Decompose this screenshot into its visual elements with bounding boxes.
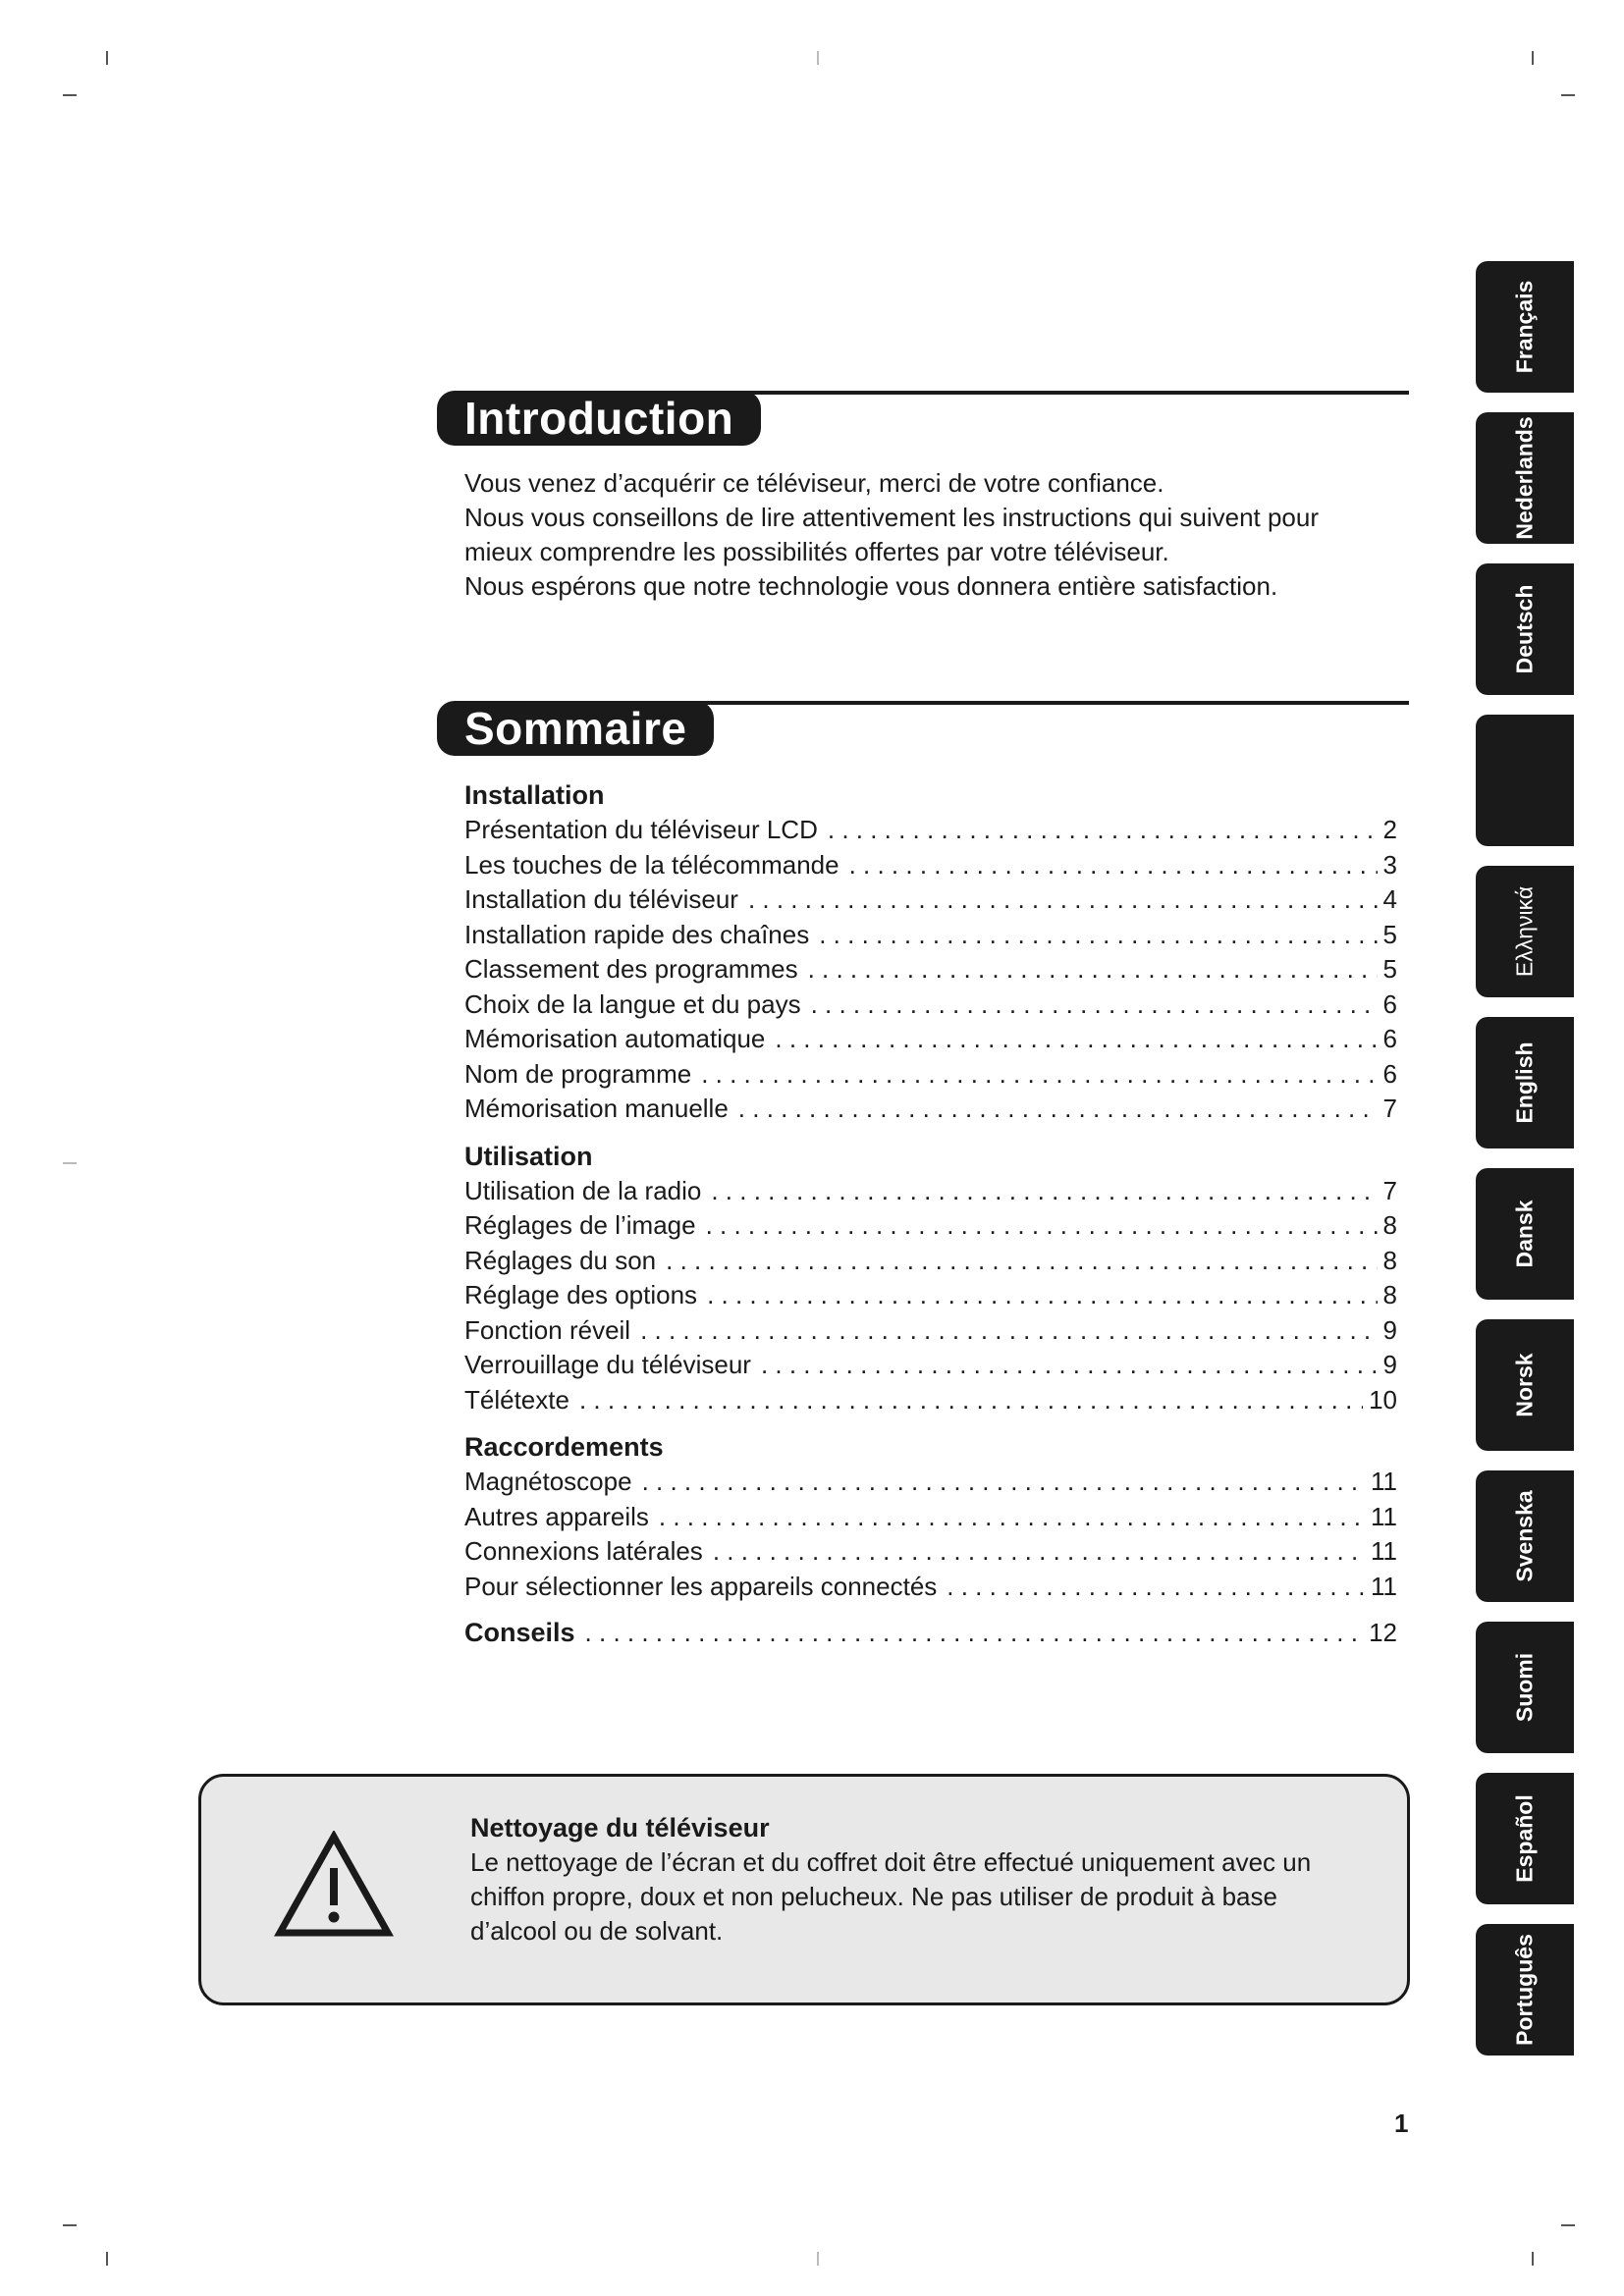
leader-dots: [819, 918, 1377, 953]
toc-entry[interactable]: [464, 1348, 1397, 1383]
leader-dots: [640, 1313, 1377, 1349]
cleaning-warning-box: [198, 1774, 1410, 2005]
toc-entry-label: Mémorisation manuelle: [464, 1094, 729, 1123]
leader-dots: [642, 1465, 1365, 1500]
tab-portugues[interactable]: [1476, 1924, 1574, 2056]
toc-entry-page: 9: [1382, 1314, 1397, 1345]
tab-label: Español: [1511, 1794, 1538, 1883]
toc-entry[interactable]: [464, 1022, 1397, 1057]
toc-entry[interactable]: [464, 1244, 1397, 1279]
introduction-text: [464, 466, 1368, 604]
leader-dots: [659, 1500, 1365, 1535]
section-title: Sommaire: [437, 701, 714, 756]
toc-group-heading: Utilisation: [464, 1141, 593, 1171]
toc-group-installation: [464, 777, 1397, 1127]
toc-entry-page: 10: [1369, 1384, 1397, 1415]
warning-line: Le nettoyage de l’écran et du coffret doit être effectué uniquement avec un: [470, 1847, 1312, 1877]
toc-entry[interactable]: [464, 813, 1397, 848]
toc-entry-label: Réglages de l’image: [464, 1210, 696, 1240]
toc-entry-page: 4: [1382, 884, 1397, 914]
toc-entry-page: 8: [1382, 1245, 1397, 1275]
toc-entry[interactable]: [464, 988, 1397, 1023]
toc-entry[interactable]: [464, 1500, 1397, 1535]
toc-entry-page: 9: [1382, 1350, 1397, 1379]
tab-norsk[interactable]: [1476, 1319, 1574, 1451]
toc-entry[interactable]: [464, 1383, 1397, 1418]
warning-line: d’alcool ou de solvant.: [470, 1916, 724, 1946]
tab-nederlands[interactable]: [1476, 412, 1574, 544]
toc-entry-page: 7: [1382, 1175, 1397, 1205]
toc-entry-page: 3: [1382, 849, 1397, 880]
toc-entry-page: 5: [1382, 919, 1397, 949]
toc-entry-label: Utilisation de la radio: [464, 1175, 702, 1205]
toc-entry[interactable]: [464, 1465, 1397, 1500]
toc-entry-label: Télétexte: [464, 1384, 569, 1415]
toc-entry-conseils[interactable]: [464, 1616, 1397, 1651]
crop-mark: [817, 51, 819, 65]
crop-mark: [63, 1162, 77, 1164]
intro-line: Vous venez d’acquérir ce téléviseur, merci de votre confiance.: [464, 468, 1164, 498]
tab-label: Suomi: [1511, 1652, 1538, 1723]
toc-entry-label: Autres appareils: [464, 1501, 649, 1531]
toc-entry[interactable]: [464, 1057, 1397, 1093]
leader-dots: [808, 952, 1378, 988]
toc-entry-label: Choix de la langue et du pays: [464, 988, 801, 1019]
crop-mark: [63, 94, 77, 96]
toc-entry[interactable]: [464, 1313, 1397, 1349]
toc-entry-label: Installation du téléviseur: [464, 884, 738, 914]
intro-line: Nous espérons que notre technologie vous donnera entière satisfaction.: [464, 571, 1278, 601]
toc-entry-label: Réglages du son: [464, 1245, 657, 1275]
toc-entry-label: Nom de programme: [464, 1058, 692, 1089]
toc-entry-page: 11: [1371, 1571, 1397, 1601]
tab-espanol[interactable]: [1476, 1773, 1574, 1904]
toc-entry-label: Connexions latérales: [464, 1536, 703, 1566]
tab-label: Dansk: [1511, 1200, 1538, 1268]
toc-entry-page: 2: [1382, 815, 1397, 844]
toc-entry-page: 5: [1382, 954, 1397, 984]
tab-blank[interactable]: [1476, 715, 1574, 846]
leader-dots: [849, 848, 1378, 883]
warning-triangle-icon: [274, 1831, 394, 1939]
toc-entry-label: Pour sélectionner les appareils connectés: [464, 1571, 938, 1601]
tab-label: Nederlands: [1511, 416, 1538, 540]
crop-mark: [1561, 94, 1575, 96]
toc-group-raccordements: [464, 1429, 1397, 1604]
toc-group-utilisation: [464, 1139, 1397, 1418]
toc-entry-label: Verrouillage du téléviseur: [464, 1350, 751, 1379]
leader-dots: [707, 1278, 1377, 1313]
leader-dots: [706, 1208, 1378, 1244]
toc-entry-page: 6: [1382, 988, 1397, 1019]
toc-entry-label: Magnétoscope: [464, 1467, 632, 1496]
leader-dots: [761, 1348, 1378, 1383]
leader-dots: [666, 1244, 1377, 1279]
leader-dots: [738, 1092, 1378, 1127]
toc-entry-label: Réglage des options: [464, 1280, 698, 1309]
warning-line: chiffon propre, doux et non pelucheux. Ne pas utiliser de produit à base: [470, 1882, 1277, 1911]
toc-entry-label: Présentation du téléviseur LCD: [464, 815, 818, 844]
toc-entry-page: 8: [1382, 1210, 1397, 1240]
tab-label: Norsk: [1511, 1353, 1538, 1417]
toc-entry-page: 11: [1371, 1467, 1397, 1496]
toc-entry[interactable]: [464, 1278, 1397, 1313]
toc-entry-label: Installation rapide des chaînes: [464, 919, 810, 949]
toc-entry-page: 11: [1371, 1501, 1397, 1531]
toc-entry-label: Les touches de la télécommande: [464, 849, 839, 880]
introduction-header: [437, 391, 1409, 450]
leader-dots: [748, 882, 1378, 918]
toc-entry[interactable]: [464, 1092, 1397, 1127]
leader-dots: [828, 813, 1378, 848]
toc-entry-label: Fonction réveil: [464, 1314, 631, 1345]
crop-mark: [106, 2252, 108, 2266]
tab-label: Português: [1511, 1934, 1538, 2046]
leader-dots: [585, 1616, 1364, 1651]
crop-mark: [817, 2252, 819, 2266]
toc-entry[interactable]: [464, 1534, 1397, 1570]
toc-entry-page: 6: [1382, 1058, 1397, 1089]
leader-dots: [711, 1174, 1377, 1209]
leader-dots: [947, 1570, 1365, 1605]
table-of-contents: [464, 777, 1397, 1651]
toc-entry[interactable]: [464, 882, 1397, 918]
tab-label: Ελληνικά: [1511, 885, 1538, 978]
toc-entry-page: 11: [1371, 1536, 1397, 1566]
tab-svenska[interactable]: [1476, 1470, 1574, 1602]
toc-entry-page: 6: [1382, 1024, 1397, 1053]
crop-mark: [106, 51, 108, 65]
tab-francais[interactable]: [1476, 261, 1574, 393]
toc-entry-page: 12: [1369, 1618, 1397, 1647]
tab-label: Deutsch: [1511, 584, 1538, 674]
toc-entry[interactable]: [464, 1570, 1397, 1605]
intro-line: Nous vous conseillons de lire attentivement les instructions qui suivent pour: [464, 503, 1320, 532]
crop-mark: [1561, 2224, 1575, 2226]
page-number: 1: [1394, 2109, 1409, 2138]
tab-english[interactable]: [1476, 1017, 1574, 1148]
leader-dots: [701, 1057, 1377, 1093]
tab-suomi[interactable]: [1476, 1622, 1574, 1753]
toc-entry[interactable]: [464, 1174, 1397, 1209]
sommaire-header: [437, 701, 1409, 760]
warning-title: Nettoyage du téléviseur: [470, 1813, 770, 1842]
toc-entry-label: Conseils: [464, 1618, 575, 1647]
leader-dots: [811, 988, 1378, 1023]
leader-dots: [579, 1383, 1363, 1418]
crop-mark: [1532, 2252, 1534, 2266]
section-title: Introduction: [437, 391, 761, 446]
tab-label: Français: [1511, 280, 1538, 374]
tab-dansk[interactable]: [1476, 1168, 1574, 1300]
toc-entry[interactable]: [464, 952, 1397, 988]
crop-mark: [1532, 51, 1534, 65]
toc-entry-page: 7: [1382, 1094, 1397, 1123]
tab-ellinika[interactable]: [1476, 866, 1574, 997]
toc-group-heading: Installation: [464, 780, 605, 810]
warning-text: [470, 1810, 1354, 1949]
leader-dots: [713, 1534, 1365, 1570]
leader-dots: [775, 1022, 1377, 1057]
toc-entry-label: Mémorisation automatique: [464, 1024, 766, 1053]
tab-label: Svenska: [1511, 1490, 1538, 1582]
toc-entry[interactable]: [464, 848, 1397, 883]
toc-entry-page: 8: [1382, 1280, 1397, 1309]
toc-entry[interactable]: [464, 918, 1397, 953]
toc-entry[interactable]: [464, 1208, 1397, 1244]
crop-mark: [63, 2224, 77, 2226]
tab-deutsch[interactable]: [1476, 563, 1574, 695]
toc-entry-label: Classement des programmes: [464, 954, 798, 984]
tab-label: English: [1511, 1041, 1538, 1124]
intro-line: mieux comprendre les possibilités offertes par votre téléviseur.: [464, 537, 1169, 566]
toc-group-heading: Raccordements: [464, 1432, 664, 1462]
